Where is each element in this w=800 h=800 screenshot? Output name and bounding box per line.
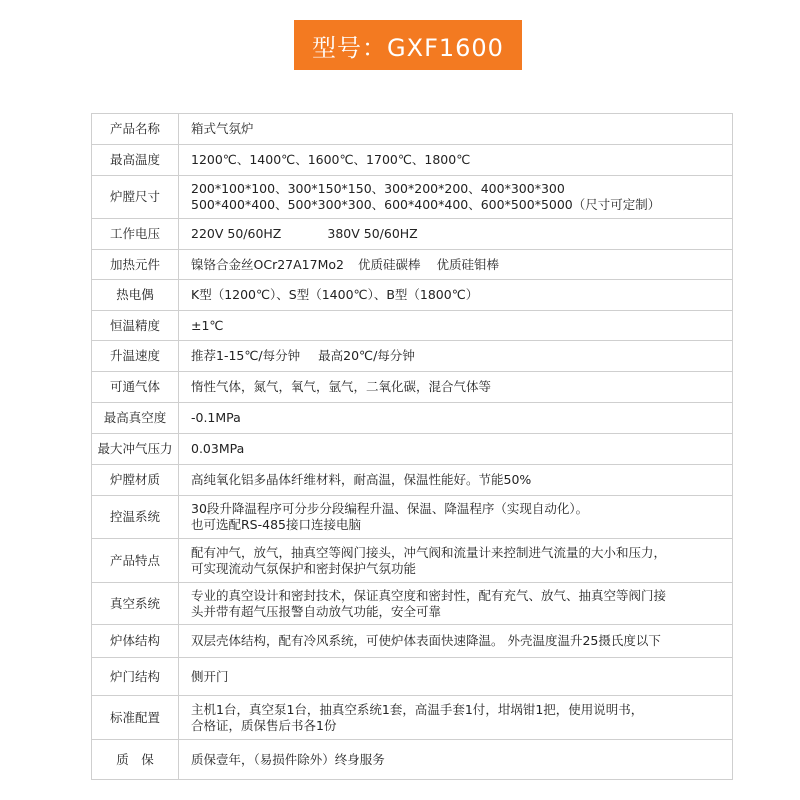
row-label: 炉膛材质 (92, 465, 179, 496)
table-row (92, 145, 733, 176)
row-label: 最高真空度 (92, 403, 179, 434)
row-label: 炉膛尺寸 (92, 176, 179, 219)
table-row (92, 465, 733, 496)
row-label: 标准配置 (92, 696, 179, 740)
row-label: 炉体结构 (92, 625, 179, 658)
row-label: 升温速度 (92, 341, 179, 372)
row-label: 热电偶 (92, 280, 179, 311)
table-row (92, 434, 733, 465)
table-row (92, 176, 733, 219)
row-label: 真空系统 (92, 583, 179, 625)
row-value: 侧开门 (179, 658, 733, 696)
row-value: K型（1200℃）、S型（1400℃）、B型（1800℃） (179, 280, 733, 311)
table-row (92, 280, 733, 311)
row-value: 主机1台，真空泵1台，抽真空系统1套，高温手套1付，坩埚钳1把，使用说明书， 合格证，质保售后书各1份 (179, 696, 733, 740)
row-value: 1200℃、1400℃、1600℃、1700℃、1800℃ (179, 145, 733, 176)
row-label: 加热元件 (92, 250, 179, 280)
row-label: 炉门结构 (92, 658, 179, 696)
row-value: -0.1MPa (179, 403, 733, 434)
table-row (92, 311, 733, 341)
row-value: 0.03MPa (179, 434, 733, 465)
table-row (92, 114, 733, 145)
table-row (92, 372, 733, 403)
row-label: 最高温度 (92, 145, 179, 176)
row-value: 推荐1-15℃/每分钟 最高20℃/每分钟 (179, 341, 733, 372)
row-value: ±1℃ (179, 311, 733, 341)
row-label: 质 保 (92, 740, 179, 780)
row-value: 惰性气体，氮气，氧气，氩气，二氧化碳，混合气体等 (179, 372, 733, 403)
table-row (92, 696, 733, 740)
row-value: 高纯氧化铝多晶体纤维材料，耐高温，保温性能好。节能50% (179, 465, 733, 496)
table-row (92, 341, 733, 372)
row-label: 可通气体 (92, 372, 179, 403)
row-label: 最大冲气压力 (92, 434, 179, 465)
row-value: 专业的真空设计和密封技术，保证真空度和密封性，配有充气、放气、抽真空等阀门接 头并带有超气压报警自动放气功能，安全可靠 (179, 583, 733, 625)
row-value: 220V 50/60HZ 380V 50/60HZ (179, 219, 733, 250)
table-row (92, 403, 733, 434)
row-label: 工作电压 (92, 219, 179, 250)
table-row (92, 658, 733, 696)
row-value: 200*100*100、300*150*150、300*200*200、400*300*300 500*400*400、500*300*300、600*400*400、600*500*5000（尺寸可定制） (179, 176, 733, 219)
table-row (92, 740, 733, 780)
row-label: 产品特点 (92, 539, 179, 583)
row-label: 产品名称 (92, 114, 179, 145)
model-title: 型号：GXF1600 (294, 20, 522, 70)
table-row (92, 583, 733, 625)
row-label: 控温系统 (92, 496, 179, 539)
row-value: 双层壳体结构，配有冷风系统，可使炉体表面快速降温。 外壳温度温升25摄氏度以下 (179, 625, 733, 658)
row-value: 配有冲气，放气，抽真空等阀门接头，冲气阀和流量计来控制进气流量的大小和压力， 可实现流动气氛保护和密封保护气氛功能 (179, 539, 733, 583)
row-label: 恒温精度 (92, 311, 179, 341)
table-row (92, 219, 733, 250)
table-row (92, 496, 733, 539)
row-value: 30段升降温程序可分步分段编程升温、保温、降温程序（实现自动化）。 也可选配RS-485接口连接电脑 (179, 496, 733, 539)
table-row (92, 250, 733, 280)
row-value: 质保壹年，（易损件除外）终身服务 (179, 740, 733, 780)
table-row (92, 539, 733, 583)
row-value: 镍铬合金丝OCr27A17Mo2 优质硅碳棒 优质硅钼棒 (179, 250, 733, 280)
table-row (92, 625, 733, 658)
row-value: 箱式气氛炉 (179, 114, 733, 145)
spec-table (91, 113, 733, 780)
